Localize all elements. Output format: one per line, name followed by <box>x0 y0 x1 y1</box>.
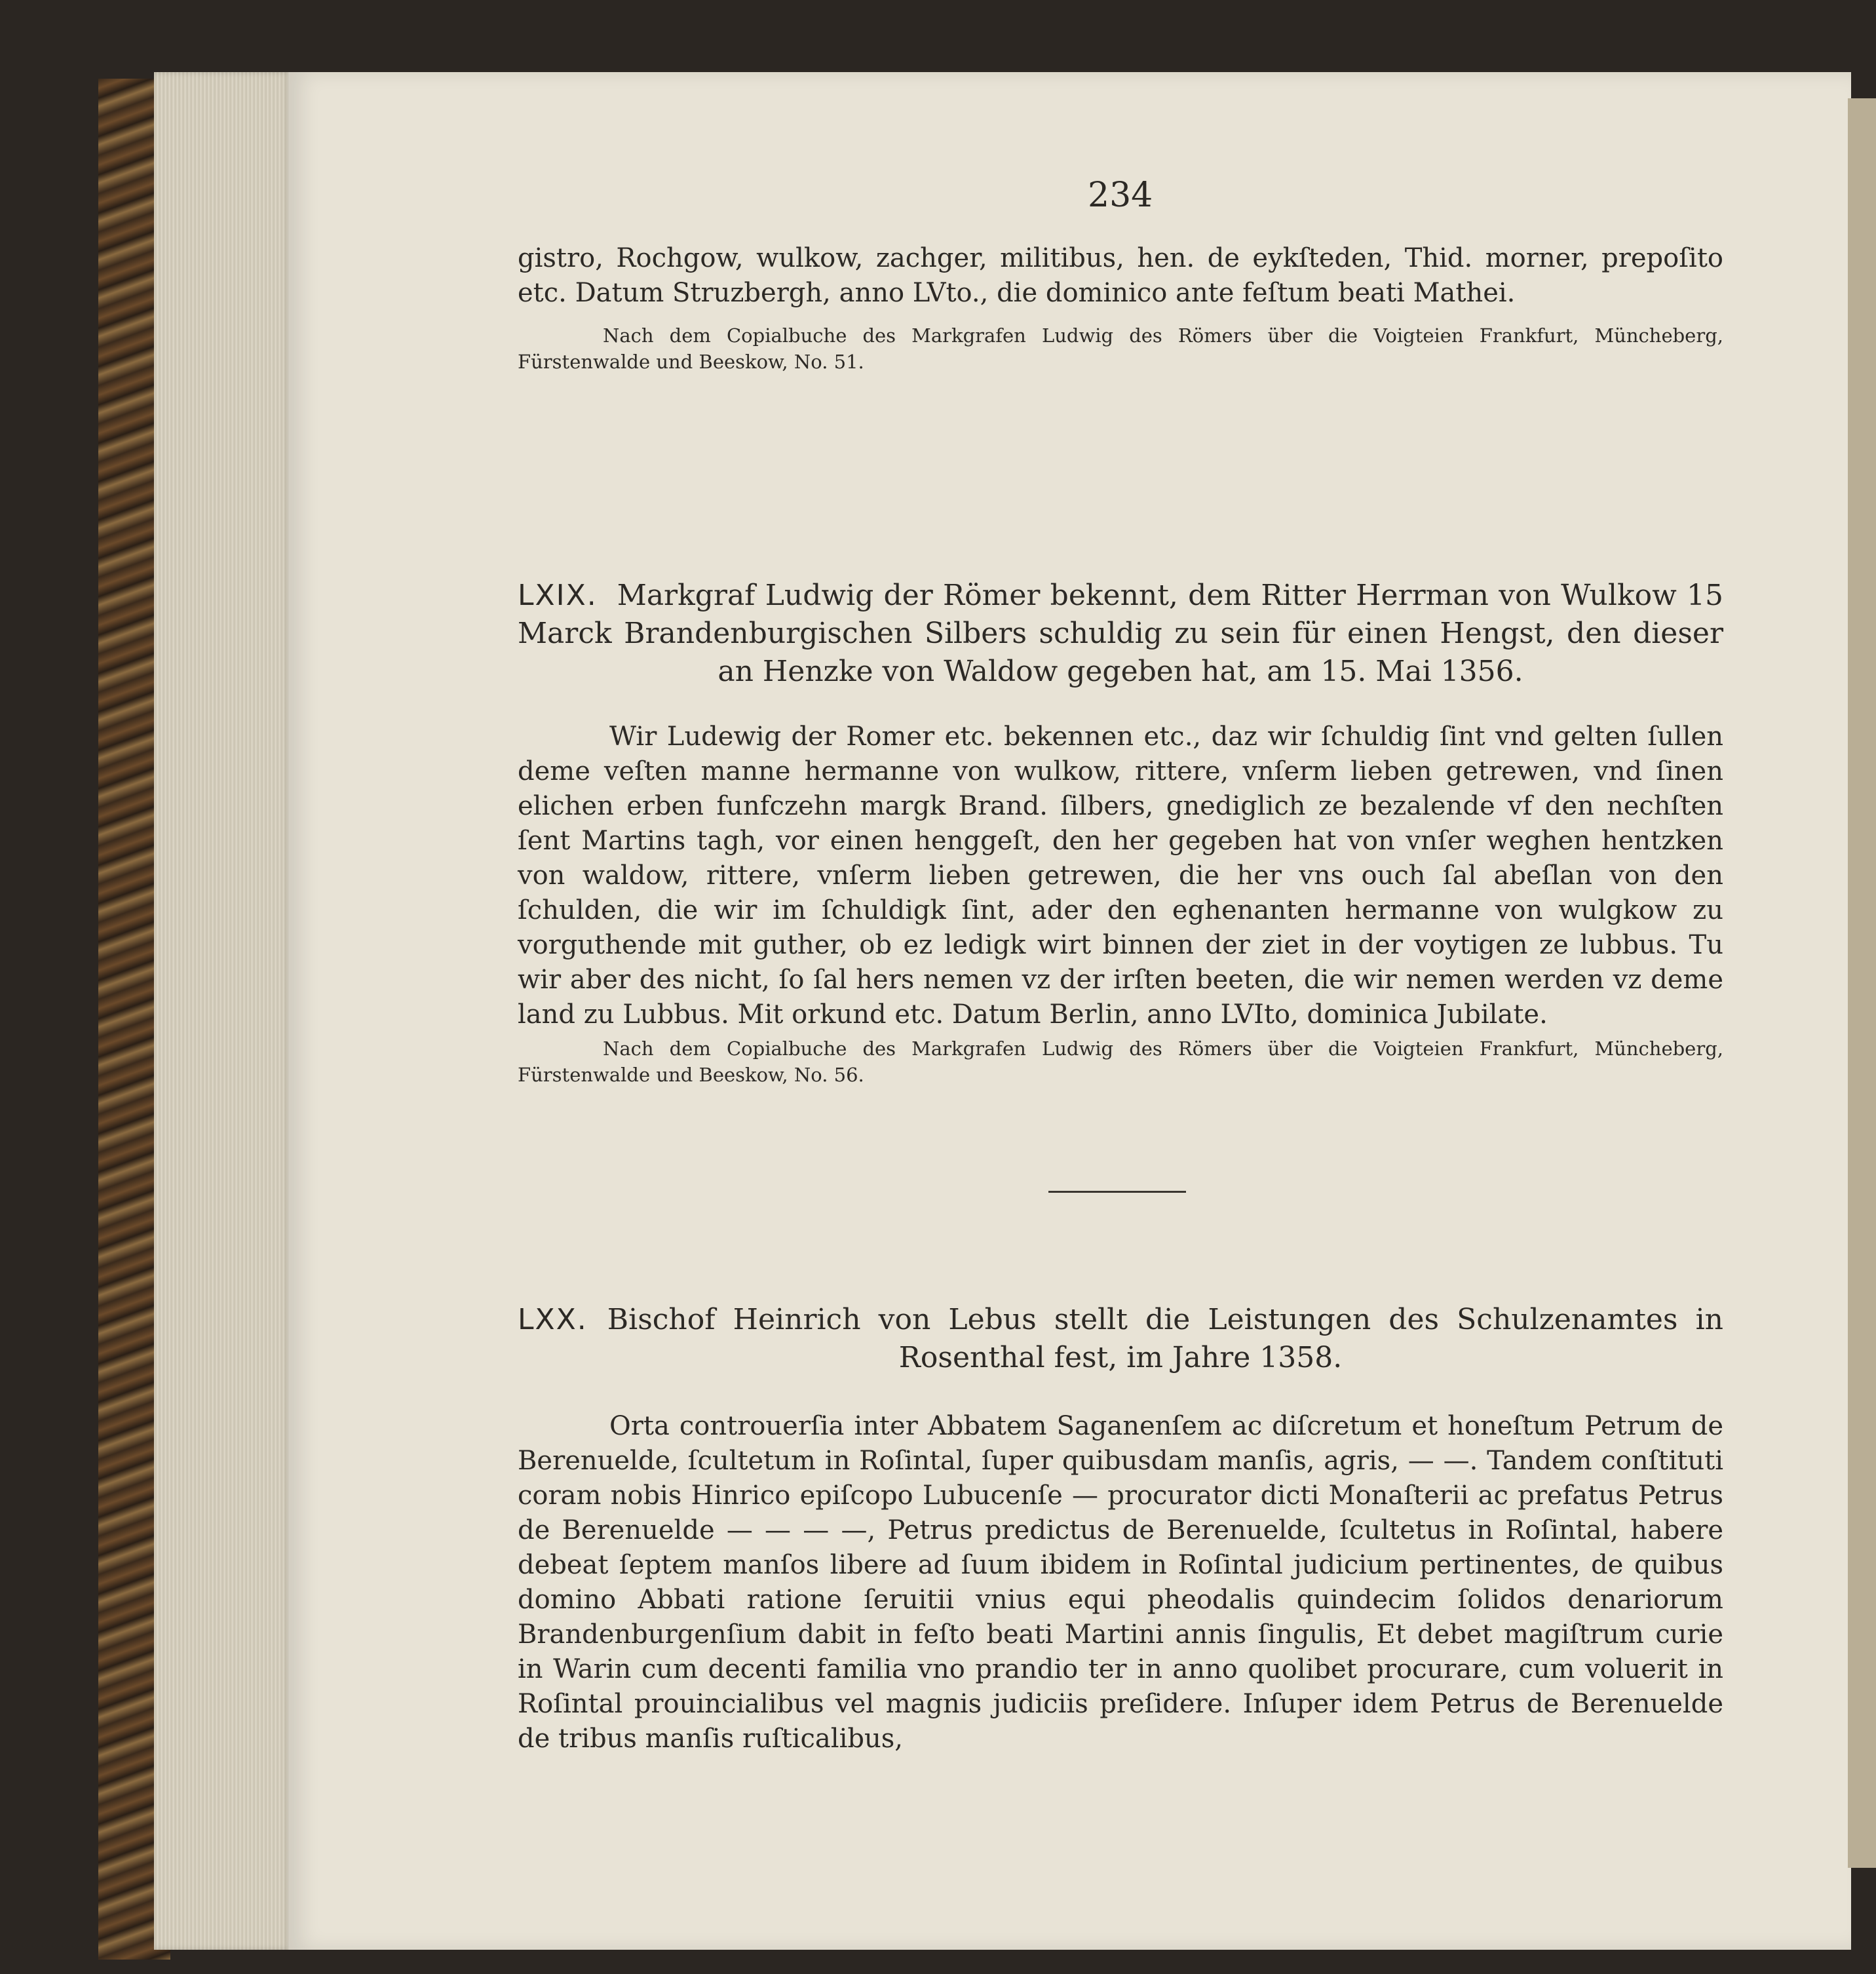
continued-paragraph: gistro, Rochgow, wulkow, zachger, militibus, hen. de eykſteden, Thid. morner, prepoſito etc. Datum Struzbergh, anno LVto., die dominico ante feſtum beati Mathei. <box>518 243 1723 308</box>
source-note-56: Nach dem Copialbuche des Markgrafen Ludwig des Römers über die Voigteien Frankfurt, Müncheberg, Fürstenwalde und Beeskow, No. 56. <box>518 1037 1723 1086</box>
section-number: LXIX. <box>518 579 598 612</box>
section-lxx-heading <box>518 1301 1723 1377</box>
section-lxix-body: Wir Ludewig der Romer etc. bekennen etc., daz wir ſchuldig ſint vnd gelten ſullen deme veſten manne hermanne von wulkow, rittere, vnſerm lieben getrewen, vnd ſinen elichen erben funfczehn margk Brand. ſilbers, gnediglich ze bezalende vf den nechſten ſent Martins tagh, vor einen henggeſt, den her gegeben hat von vnſer weghen hentzken von waldow, rittere, vnſerm lieben getrewen, die her vns ouch ſal abeſlan von den ſchulden, die wir im ſchuldigk ſint, ader den eghenanten hermanne von wulgkow zu vorguthende mit guther, ob ez ledigk wirt binnen der ziet in der voytigen ze lubbus. Tu wir aber des nicht, ſo ſal hers nemen vz der irſten beeten, die wir nemen werden vz deme land zu Lubbus. Mit orkund etc. Datum Berlin, anno LVIto, dominica Jubilate. <box>518 722 1723 1030</box>
section-number: LXX. <box>518 1303 588 1336</box>
facing-page-edge <box>1848 98 1876 1868</box>
section-lxx-body: Orta controuerſia inter Abbatem Saganenſem ac diſcretum et honeſtum Petrum de Berenuelde, ſcultetum in Roſintal, ſuper quibusdam manſis, agris, — —. Tandem conſtituti coram nobis Hinrico epiſcopo Lubucenſe — procurator dicti Monaſterii ac prefatus Petrus de Berenuelde — — — —, Petrus predictus de Berenuelde, ſcultetus in Roſintal, habere debeat ſeptem manſos libere ad ſuum ibidem in Roſintal judicium pertinentes, de quibus domino Abbati ratione ſeruitii vnius equi pheodalis quindecim ſolidos denariorum Brandenburgenſium dabit in feſto beati Martini annis ſingulis, Et debet magiſtrum curie in Warin cum decenti familia vno prandio ter in anno quolibet procurare, cum voluerit in Roſintal prouincialibus vel magnis judiciis preſidere. Inſuper idem Petrus de Berenuelde de tribus manſis ruſticalibus, <box>518 1411 1723 1754</box>
page-number: 234 <box>1088 176 1153 215</box>
section-title: Markgraf Ludwig der Römer bekennt, dem Ritter Herrman von Wulkow 15 Marck Brandenburgischen Silbers schuldig zu sein für einen Hengst, den dieser an Henzke von Waldow gegeben hat, am 15. Mai 1356. <box>518 579 1723 688</box>
section-lxix-heading <box>518 577 1723 691</box>
source-note-51: Nach dem Copialbuche des Markgrafen Ludwig des Römers über die Voigteien Frankfurt, Müncheberg, Fürstenwalde und Beeskow, No. 51. <box>518 324 1723 373</box>
section-title: Bischof Heinrich von Lebus stellt die Leistungen des Schulzenamtes in Rosenthal fest, im Jahre 1358. <box>607 1303 1723 1374</box>
page-edges <box>154 72 292 1950</box>
section-divider <box>1048 1191 1186 1193</box>
